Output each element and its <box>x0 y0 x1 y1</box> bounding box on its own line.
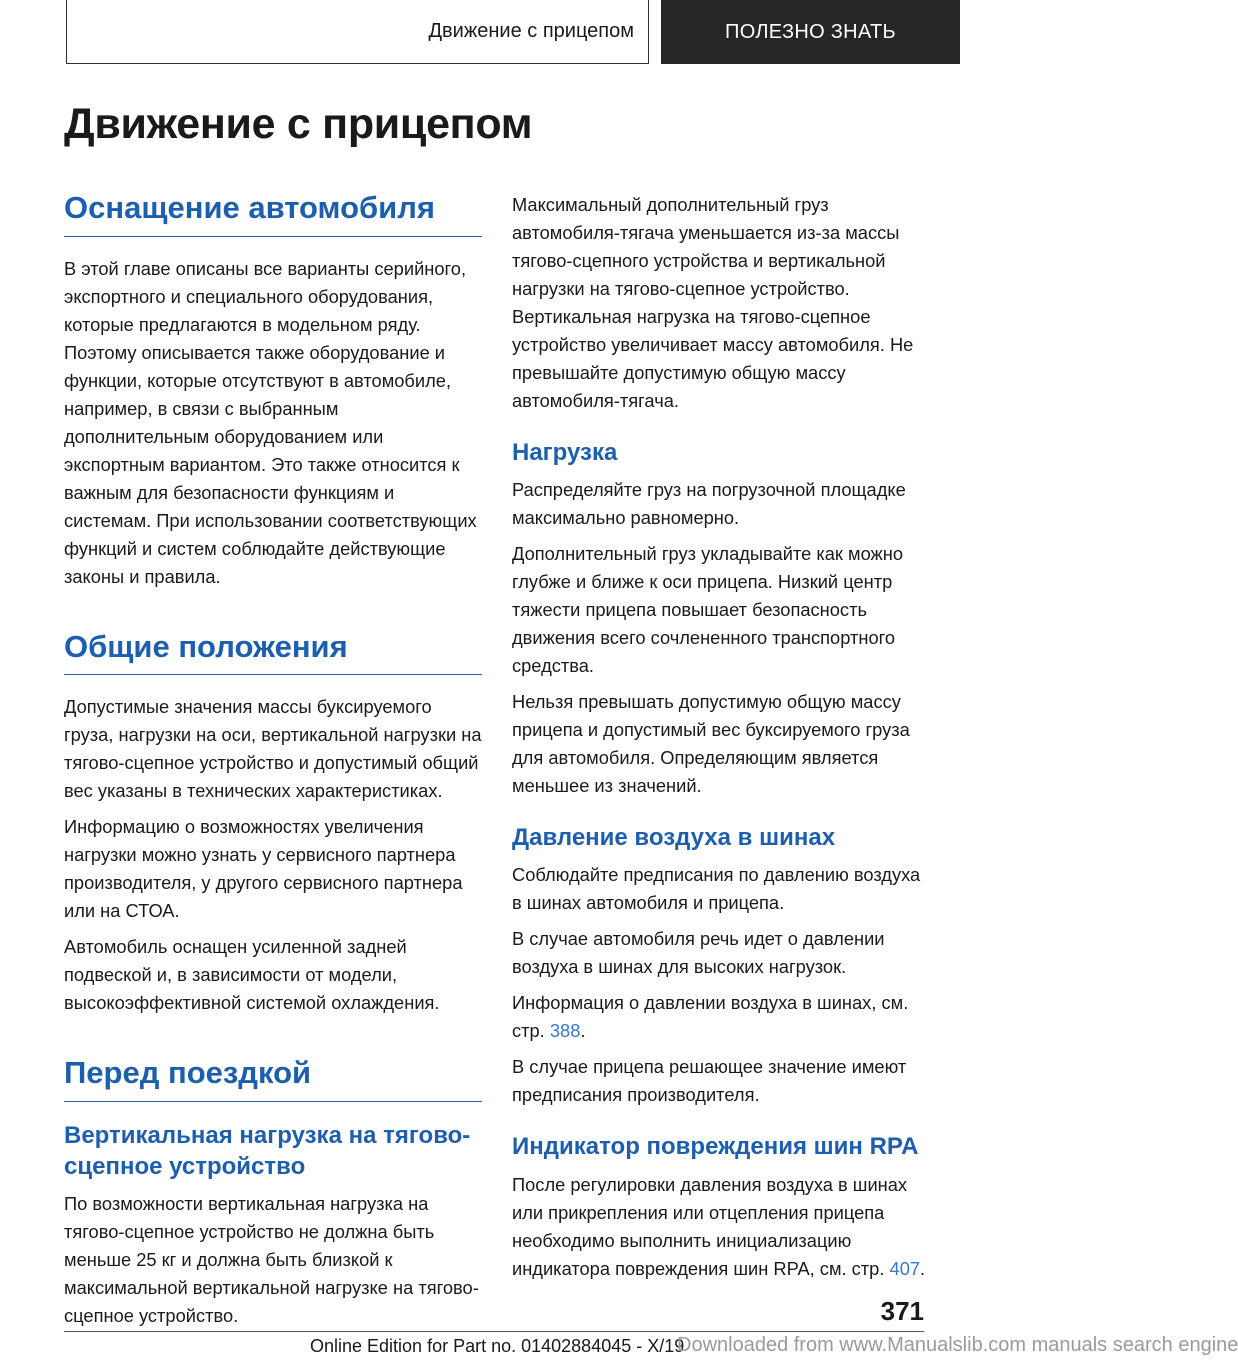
header-chapter-tab <box>66 0 649 64</box>
subheading-tire-pressure: Давление воздуха в шинах <box>512 824 836 852</box>
load-paragraph-2: Дополнительный груз укладывайте как можно глубже и ближе к оси прицепа. Низкий центр тяжести прицепа повышает безопасность движения всего сочлененного транспортного средства. <box>512 543 904 677</box>
rpa-ref-text: После регулировки давления воздуха в шинах или прикрепления или отцепления прицепа необходимо выполнить инициализацию индикатора повреждения шин RPA, см. стр. <box>512 1173 908 1279</box>
page-title: Движение с прицепом <box>64 100 533 148</box>
heading-general: Общие положения <box>64 629 482 676</box>
heading-equipment: Оснащение автомобиля <box>64 190 482 237</box>
tire-pressure-paragraph-1: Соблюдайте предписания по давлению воздуха в шинах автомобиля и прицепа. <box>512 864 921 914</box>
vertical-load-paragraph: По возможности вертикальная нагрузка на тягово-сцепное устройство не должна быть меньше 25 кг и должна быть близкой к максимальной вертикальной нагрузке на тягово-сцепное устройство. <box>64 1193 479 1327</box>
page-number: 371 <box>880 1296 924 1326</box>
tire-pressure-paragraph-4: В случае прицепа решающее значение имеют предписания производителя. <box>512 1056 907 1106</box>
subheading-vertical-load: Вертикальная нагрузка на тягово-сцепное устройство <box>64 1121 471 1181</box>
header-section-tab <box>661 0 960 64</box>
footer-watermark: Downloaded from www.Manualslib.com manuals search engine <box>677 1334 1238 1356</box>
general-paragraph-2: Информацию о возможностях увеличения нагрузки можно узнать у сервисного партнера производителя, у другого сервисного партнера или на СТОА. <box>64 816 463 922</box>
footer-edition: Online Edition for Part no. 01402884045 - X/19 <box>310 1336 685 1356</box>
right-column <box>512 191 932 1291</box>
subheading-rpa: Индикатор повреждения шин RPA <box>512 1133 919 1161</box>
tire-pressure-ref-text: Информация о давлении воздуха в шинах, см. стр. <box>512 992 909 1042</box>
tire-pressure-paragraph-3 <box>512 989 932 1045</box>
general-paragraph-1: Допустимые значения массы буксируемого груза, нагрузки на оси, вертикальной нагрузки на тягово-сцепное устройство и допустимый общий вес указаны в технических характеристиках. <box>64 696 482 802</box>
page-link-388[interactable]: 388 <box>549 1020 581 1042</box>
load-paragraph-3: Нельзя превышать допустимую общую массу прицепа и допустимый вес буксируемого груза для автомобиля. Определяющим является меньшее из значений. <box>512 691 910 797</box>
equipment-paragraph: В этой главе описаны все варианты серийного, экспортного и специального оборудования, которые предлагаются в модельном ряду. Поэтому описывается также оборудование и функции, которые отсутствуют в автомобиле, например, в связи с выбранным дополнительным оборудованием или экспортным вариантом. Это также относится к важным для безопасности функциям и системам. При использовании соответствующих функций и систем соблюдайте действующие законы и правила. <box>64 257 477 587</box>
general-paragraph-3: Автомобиль оснащен усиленной задней подвеской и, в зависимости от модели, высокоэффективной системой охлаждения. <box>64 936 440 1014</box>
load-paragraph-1: Распределяйте груз на погрузочной площадке максимально равномерно. <box>512 479 906 529</box>
header-section-label: ПОЛЕЗНО ЗНАТЬ <box>725 20 896 43</box>
left-column <box>64 190 482 1338</box>
heading-before-trip: Перед поездкой <box>64 1055 482 1102</box>
footer-divider <box>64 1331 924 1332</box>
tire-pressure-paragraph-2: В случае автомобиля речь идет о давлении воздуха в шинах для высоких нагрузок. <box>512 928 885 978</box>
rpa-ref-end: . <box>920 1257 926 1279</box>
header-chapter-label: Движение с прицепом <box>428 20 634 42</box>
page-link-407[interactable]: 407 <box>889 1257 921 1279</box>
subheading-load: Нагрузка <box>512 439 618 466</box>
rpa-paragraph <box>512 1171 932 1283</box>
max-load-paragraph: Максимальный дополнительный груз автомобиля-тягача уменьшается из-за массы тягово-сцепного устройства и вертикальной нагрузки на тягово-сцепное устройство. Вертикальная нагрузка на тягово-сцепное устройство увеличивает массу автомобиля. Не превышайте допустимую общую массу автомобиля-тягача. <box>512 194 914 411</box>
tire-pressure-ref-end: . <box>580 1020 586 1042</box>
